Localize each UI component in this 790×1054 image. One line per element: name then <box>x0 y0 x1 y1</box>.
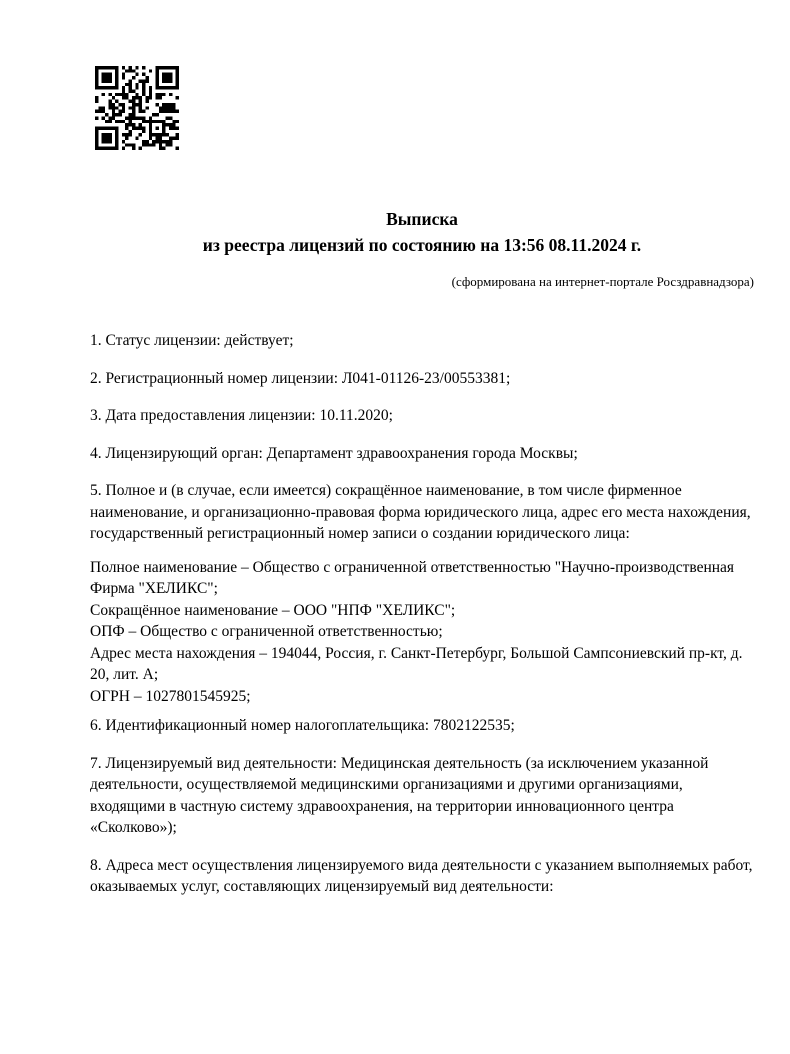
title-line-1: Выписка <box>386 209 458 229</box>
entity-details <box>90 557 754 708</box>
licensing-authority: 4. Лицензирующий орган: Департамент здравоохранения города Москвы; <box>90 444 578 462</box>
license-status: 1. Статус лицензии: действует; <box>90 332 294 349</box>
document-title <box>90 207 754 258</box>
formation-note: (сформирована на интернет-портале Росздравнадзора) <box>451 274 754 289</box>
licensed-activity: 7. Лицензируемый вид деятельности: Медицинская деятельность (за исключением указанной деятельности, осуществляемой медицинскими организациями и другими организациями, входящими в частную систему здравоохранения, на территории инновационного центра «Сколково»); <box>90 754 709 836</box>
taxpayer-number: 6. Идентификационный номер налогоплательщика: 7802122535; <box>90 717 515 734</box>
entity-ogrn: ОГРН – 1027801545925; <box>90 687 251 705</box>
entity-name-intro: 5. Полное и (в случае, если имеется) сокращённое наименование, в том числе фирменное наименование, и организационно-правовая форма юридического лица, адрес его места нахождения, государственный регистрационный номер записи о создании юридического лица: <box>90 482 751 542</box>
entity-short-name: Сокращённое наименование – ООО "НПФ "ХЕЛИКС"; <box>90 601 456 619</box>
document-body <box>90 0 754 898</box>
entity-address: Адрес места нахождения – 194044, Россия, г. Санкт-Петербург, Большой Сампсониевский пр-кт, д. 20, лит. А; <box>90 644 743 683</box>
activity-addresses-intro: 8. Адреса мест осуществления лицензируемого вида деятельности с указанием выполняемых работ, оказываемых услуг, составляющих лицензируемый вид деятельности: <box>90 856 753 895</box>
license-grant-date: 3. Дата предоставления лицензии: 10.11.2020; <box>90 407 393 424</box>
entity-legal-form: ОПФ – Общество с ограниченной ответственностью; <box>90 623 443 640</box>
license-registration-number: 2. Регистрационный номер лицензии: Л041-01126-23/00553381; <box>90 369 511 387</box>
entity-full-name: Полное наименование – Общество с ограниченной ответственностью "Научно-производственная Фирма "ХЕЛИКС"; <box>90 558 735 597</box>
title-line-2: из реестра лицензий по состоянию на 13:56 08.11.2024 г. <box>202 234 642 255</box>
